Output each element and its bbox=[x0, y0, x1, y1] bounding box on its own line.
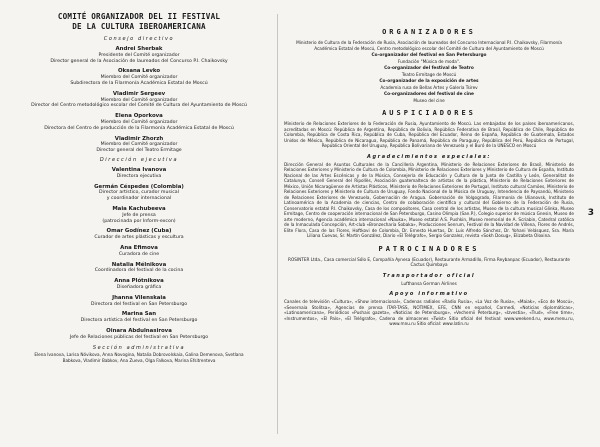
member-entry bbox=[8, 295, 270, 308]
co-organizer-label: Co-organizador del festival en San Petersburgo bbox=[371, 53, 487, 58]
co-organizer-name: Fundación "Música de moda". bbox=[397, 58, 461, 64]
member-name: Andrei Sherbak bbox=[115, 46, 163, 52]
member-name: Vladimir Zhorzh bbox=[114, 135, 164, 142]
title-line-1: COMITÉ ORGANIZADOR DEL II FESTIVAL bbox=[57, 12, 221, 21]
carrier-text: Lufthansa German Airlines bbox=[401, 280, 457, 286]
member-name: Germán Céspedes (Colombia) bbox=[94, 183, 184, 190]
member-role: y coordinador internacional bbox=[106, 196, 172, 202]
member-role: Miembro del Comité organizador bbox=[100, 75, 178, 81]
member-entry bbox=[8, 68, 270, 86]
member-role: (patrocinada por Inform-excon) bbox=[102, 218, 176, 224]
executive-heading: Dirección ejecutiva bbox=[99, 156, 179, 163]
member-role: Jefe de Relaciones públicas del festival en San Petersburgo bbox=[69, 334, 209, 340]
thanks-text: Dirección General de Asuntos Culturales de la Cancillería Argentina, Ministerio de Relaciones Exteriores de Brasil, Ministerio de Relaciones Exteriores y Ministerio de Cultura de Colombia, Ministerio de Relaciones Exteriores y Ministerio de Cultura de España, Instituto Nacional de las Artes Escénicas y de la Música, Consejería de Educación y Cultura de la Junta de Castilla y León, Generalitat de Catalunya, Consell General del Ripollès, Asociación guatemalteca de artistas de la plástica, Ministerio de Relaciones Exteriores de México, Unión Nicaragüense de Artistas Plásticos, Ministerio de Relaciones Exteriores de Portugal, Instituto cultural Camões, Ministerio de Relaciones Exteriores y Ministerio de Cultura de Uruguay, Fondo Nacional de la Música de Uruguay, Intendencia de Paysandú, Ministerio de Relaciones Exteriores de Venezuela, Gobernación de Aragua. Gobernación de Volgogrado, Filarmonía de Ulianovsk, Instituto de Latinoamérica de la Academia de ciencias, Centro de colaboración científica y cultural del Gobierno de la Federación de Rusia, Conservatorio estatal P.I. Chaikovsky, Casa de los compositores, Casa central de los artistas, Museo de la cultura musical Glinka, Museo Ermitage, Centro de cooperación internacional de San Petersburgo, Casino Olimpia (San.P.), Colegio superior de música Gnesin, Museo de arte moderno, Agencia académica internacional «Nauka», Museo estatal A.S. Pushkin, Museo memorial de A. Scriabin, Catedral católica de la Inmaculada Concepción, Art-club «Bronzecharia Sobaka», Producciones Senrum, Festival de la Navidad de Villena, Flores de Andrés, Elite Flora, Casa de las Flores, Hoftkovi de Colombia, Dr. Ernesto Huertas, Dr. Luis Alfredo Sánchez, Dr. Yohani Velásquez, Sra. María Liliana Cuevas, Sr. Martín González, Diario «El Telégrafo», Sergio Gonzalez, revista «Sokh Dosug», Elizabeta Oloxina. bbox=[284, 161, 574, 238]
member-entry bbox=[8, 167, 270, 180]
member-name: Valentina Ivanova bbox=[111, 166, 167, 173]
member-entry bbox=[8, 328, 270, 341]
admin-names-line-1: Elena Ivanova, Larisa Nóvikova, Anna Novogina, Natalia Dobrovolskaia, Galina Demenova, Svetlana bbox=[34, 352, 244, 358]
co-organizer-name: Teatro Ermitage de Moscú bbox=[401, 71, 457, 77]
member-name: Oinara Abdulnasirova bbox=[106, 327, 172, 334]
member-role: Director artístico, curador musical bbox=[99, 190, 179, 196]
board-heading: Consejo directivo bbox=[103, 36, 175, 42]
co-organizer-label: Co-organizador de la exposición de artes bbox=[379, 79, 479, 84]
member-name: Anna Plótnikova bbox=[114, 278, 164, 285]
member-entry bbox=[8, 228, 270, 241]
member-entry bbox=[8, 245, 270, 258]
member-name: Maia Kachubeeva bbox=[112, 205, 166, 212]
co-organizer-label: Co-organizadores del festival de cine bbox=[384, 92, 474, 97]
member-role: Presidente del Comité organizador bbox=[98, 52, 180, 58]
member-role: Subdirectora de la Filarmonía Académica Estatal de Moscú bbox=[70, 80, 208, 86]
co-organizer-name: Academia rusa de Bellas Artes y Galería Tsirev bbox=[380, 84, 478, 90]
member-name: Natalia Mélnikova bbox=[111, 261, 167, 268]
member-role: Director del Centro metodológico escolar del Comité de Cultura del Ayuntamiento de Moscú bbox=[31, 103, 247, 109]
column-divider bbox=[277, 14, 278, 434]
member-role: Miembro del Comité organizador bbox=[100, 97, 178, 103]
organizers-column bbox=[284, 28, 574, 327]
member-role: Curador de artes plásticas y escultura bbox=[94, 235, 184, 241]
member-role: Jefe de prensa bbox=[122, 212, 156, 218]
member-entry bbox=[8, 206, 270, 224]
executive-list bbox=[8, 167, 270, 341]
member-name: Vladimir Sergeev bbox=[112, 90, 166, 97]
member-role: Director general de la Asociación de laureados del Concurso P.I. Chaikovsky bbox=[50, 58, 228, 64]
member-role: Directora del festival en San Petersburgo bbox=[90, 301, 188, 307]
title-line-2: DE LA CULTURA IBEROAMERICANA bbox=[72, 22, 206, 31]
admin-heading: Sección administrativa bbox=[92, 345, 186, 352]
member-entry bbox=[8, 113, 270, 131]
admin-names-line-2: Babkova, Vladimir Babkov, Ana Zueva, Olga Falkova, Marina Efsitrenteva bbox=[62, 358, 216, 364]
patrons-heading: PATROCINADORES bbox=[378, 244, 480, 253]
co-organizer-label: Co-organizador del festival de Teatro bbox=[384, 66, 474, 71]
sponsors-text: Ministerio de Relaciones Exteriores de la Federación de Rusia, Ayuntamiento de Moscú. Las embajadas de los países iberoamericanos, acreditadas en Moscú: República de Argentina, República de Bolivia, República Federativa de Brasil, República de Chile, República de Colombia, República de Costa Rica, República de Cuba, República del Ecuador, Reino de España, República de Guatemala, Estados Unidos de México, República de Nicaragua, República de Panamá, República de Paraguay, República del Perú, República de Portugal, República Oriental del Uruguay, República Bolivariana de Venezuela y el Buró de la UNESCO en Moscú bbox=[284, 121, 574, 148]
member-entry bbox=[8, 311, 270, 324]
member-role: Miembro del Comité organizador bbox=[100, 119, 178, 125]
member-entry bbox=[8, 184, 270, 202]
member-role: Miembro del Comité organizador bbox=[100, 142, 178, 148]
media-heading: Apoyo informativo bbox=[389, 291, 469, 297]
member-name: Oksana Levko bbox=[117, 68, 161, 75]
member-entry bbox=[8, 278, 270, 291]
patrons-text: ROSINTER Ltda., Casa comercial Sólo E, Compañía Aynesa (Ecuador), Restaurante Armadillo, Firma Reybanpac (Ecuador), Restaurante Cactus Quimbaya bbox=[288, 256, 570, 267]
member-entry bbox=[8, 136, 270, 154]
member-name: Elena Oporkova bbox=[115, 113, 163, 120]
committee-column bbox=[8, 12, 270, 364]
page-number: 3 bbox=[587, 208, 594, 218]
member-role: Director general del Teatro Ermitage bbox=[96, 148, 182, 154]
media-text: Canales de televisión «Cultura», «Show internacional», Cadenas radiales «Radio Rusia», «La Voz de Rusia», «Maiak», «Eco de Moscú», «Severnaia Stolitsa», Agencias de prensa ITAR-TASS, NOTIMEX, EFE, CNN en español, Carmedi, «Noticias diplomáticas», «Latinoamericana», Periódicos «Pushais gazeta», «Noticias de Petersburgo», «Vechernii Peterburg», «Izvestia», «Trud», «Free time», «Instrumentos», «El País», «El Telégrafo», Cadena de almacenes «Twist» Sitio oficial del festival: www.weekend.ru, www.menu.ru, www.mnu.ru Sitio oficial: www.latin.ru bbox=[284, 299, 574, 326]
member-role: Curadora de cine bbox=[118, 251, 160, 257]
member-entry bbox=[8, 46, 270, 64]
organizers-text: Ministerio de Cultura de la Federación de Rusia, Asociación de laureados del Concurso Internacional P.I. Chaikovsky, Filarmonía Académica Estatal de Moscú, Centro metodológico escolar del Comité de Cultura del Ayuntamiento de Moscú bbox=[296, 40, 562, 51]
co-organizer-name: Museo del cine bbox=[413, 97, 445, 103]
thanks-heading: Agradecimientos especiales: bbox=[366, 153, 492, 160]
co-organizers-list bbox=[284, 53, 574, 103]
member-name: Marina San bbox=[121, 311, 157, 318]
member-role: Directora artística del festival en San Petersburgo bbox=[80, 318, 198, 324]
member-role: Directora ejecutiva bbox=[116, 173, 162, 179]
admin-names bbox=[8, 352, 270, 363]
organizers-heading: ORGANIZADORES bbox=[382, 28, 476, 36]
carrier-heading: Transportador oficial bbox=[382, 272, 476, 279]
committee-title bbox=[8, 12, 270, 32]
sponsors-heading: AUSPICIADORES bbox=[382, 109, 476, 117]
member-role: Directora del Centro de producción de la Filarmonía Académica Estatal de Moscú bbox=[44, 125, 234, 131]
member-name: Jhanna Vilenskaia bbox=[112, 294, 166, 301]
member-entry bbox=[8, 91, 270, 109]
member-role: Diseñadora gráfica bbox=[116, 284, 162, 290]
member-name: Omar Godínez (Cuba) bbox=[106, 228, 172, 235]
member-role: Coordinadora del festival de la cocina bbox=[94, 268, 184, 274]
member-entry bbox=[8, 262, 270, 275]
board-list bbox=[8, 46, 270, 154]
member-name: Ana Efimova bbox=[120, 244, 158, 251]
